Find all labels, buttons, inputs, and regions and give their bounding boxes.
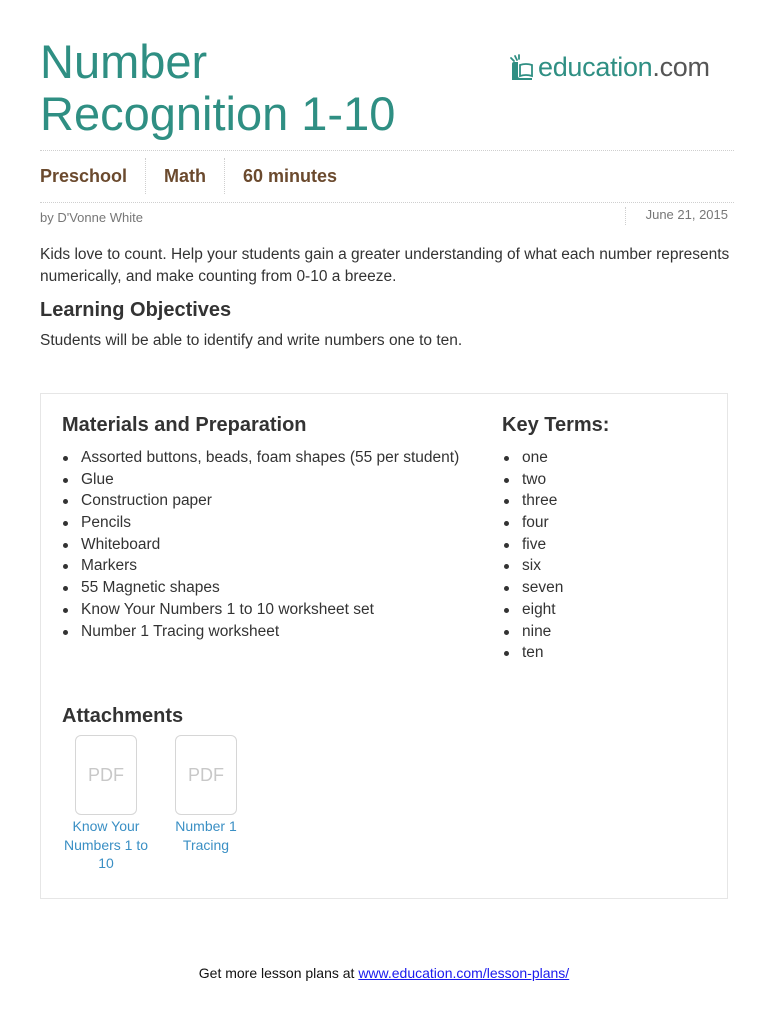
learning-objectives-heading: Learning Objectives bbox=[40, 299, 232, 321]
list-item: 55 Magnetic shapes bbox=[61, 577, 459, 599]
list-item: Markers bbox=[61, 555, 459, 577]
list-item: Pencils bbox=[61, 512, 459, 534]
list-item: Number 1 Tracing worksheet bbox=[61, 621, 459, 643]
list-item: Construction paper bbox=[61, 490, 459, 512]
list-item: Know Your Numbers 1 to 10 worksheet set bbox=[61, 599, 459, 621]
education-logo[interactable] bbox=[506, 42, 710, 82]
logo-suffix: .com bbox=[652, 52, 710, 82]
key-terms-list bbox=[502, 447, 563, 664]
attachment-link[interactable]: Number 1 Tracing bbox=[175, 818, 237, 853]
list-item: Whiteboard bbox=[61, 534, 459, 556]
list-item: seven bbox=[502, 577, 563, 599]
list-item: ten bbox=[502, 642, 563, 664]
pdf-icon[interactable]: PDF bbox=[175, 735, 237, 815]
list-item: Glue bbox=[61, 469, 459, 491]
publish-date: June 21, 2015 bbox=[625, 207, 728, 225]
list-item: nine bbox=[502, 621, 563, 643]
education-logo-icon bbox=[506, 46, 536, 82]
logo-brand: education bbox=[538, 52, 653, 82]
list-item: Assorted buttons, beads, foam shapes (55 per student) bbox=[61, 447, 459, 469]
list-item: six bbox=[502, 555, 563, 577]
divider bbox=[40, 150, 734, 151]
attachment-number-1-tracing[interactable] bbox=[161, 735, 251, 854]
list-item: three bbox=[502, 490, 563, 512]
materials-panel bbox=[40, 393, 728, 899]
subject-label[interactable]: Math bbox=[145, 158, 224, 194]
lesson-meta bbox=[40, 158, 355, 194]
materials-heading: Materials and Preparation bbox=[62, 414, 307, 436]
logo-wordmark bbox=[538, 52, 710, 82]
grade-label[interactable]: Preschool bbox=[40, 166, 128, 186]
author: by D'Vonne White bbox=[40, 210, 143, 225]
learning-objectives-text: Students will be able to identify and write numbers one to ten. bbox=[40, 332, 463, 349]
divider bbox=[40, 202, 734, 203]
materials-list bbox=[61, 447, 459, 642]
key-terms-heading: Key Terms: bbox=[502, 414, 610, 436]
list-item: five bbox=[502, 534, 563, 556]
lesson-plans-link[interactable]: www.education.com/lesson-plans/ bbox=[358, 965, 570, 981]
list-item: eight bbox=[502, 599, 563, 621]
title-line-2: Recognition 1-10 bbox=[40, 87, 396, 140]
intro-text: Kids love to count. Help your students gain a greater understanding of what each number represents numerically, and make counting from 0-10 a breeze. bbox=[40, 246, 730, 285]
list-item: two bbox=[502, 469, 563, 491]
attachments-heading: Attachments bbox=[62, 705, 184, 727]
attachment-know-your-numbers[interactable] bbox=[61, 735, 151, 873]
list-item: one bbox=[502, 447, 563, 469]
footer-text: Get more lesson plans at bbox=[198, 965, 359, 981]
footer bbox=[0, 965, 768, 981]
attachment-link[interactable]: Know Your Numbers 1 to 10 bbox=[63, 818, 149, 871]
page-title bbox=[40, 36, 395, 140]
duration-label: 60 minutes bbox=[224, 158, 355, 194]
pdf-icon[interactable]: PDF bbox=[75, 735, 137, 815]
list-item: four bbox=[502, 512, 563, 534]
title-line-1: Number bbox=[40, 35, 208, 88]
